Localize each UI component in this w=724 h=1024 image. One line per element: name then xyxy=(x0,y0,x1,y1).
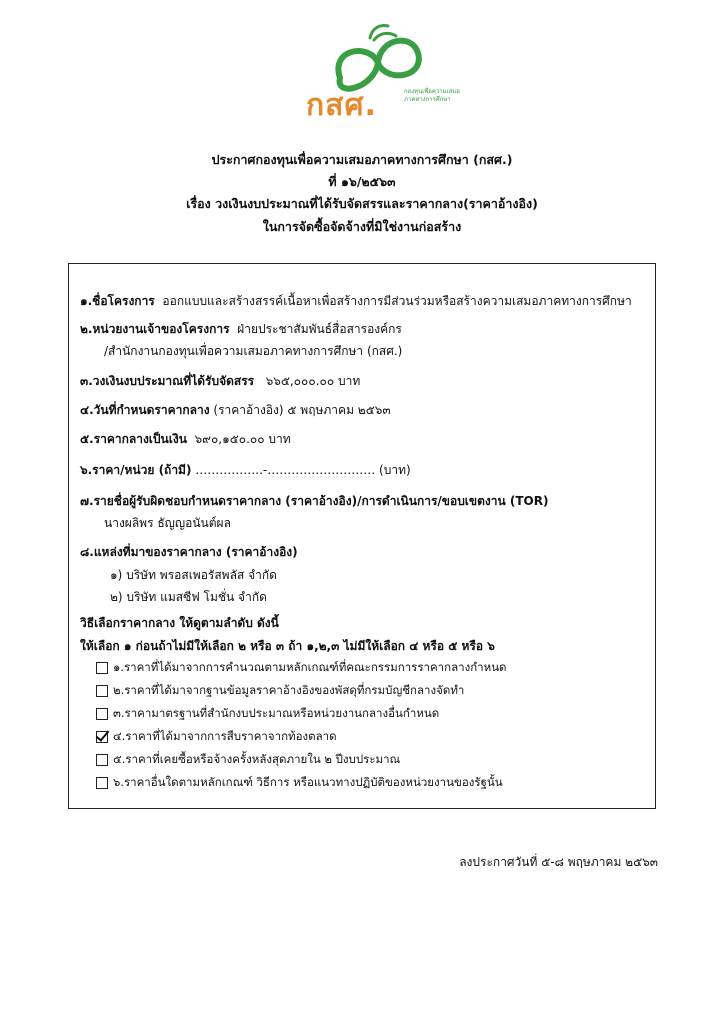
option-checkbox-5[interactable] xyxy=(96,754,108,766)
item-price-source xyxy=(80,543,298,562)
item-budget xyxy=(80,372,360,391)
option-checkbox-6[interactable] xyxy=(96,777,108,789)
option-checkbox-3[interactable] xyxy=(96,708,108,720)
item-value: ๖๙๐,๑๕๐.๐๐ บาท xyxy=(194,432,291,446)
price-source-1: ๑) บริษัท พรอสเพอรัสพลัส จำกัด xyxy=(110,568,277,582)
item-label: ๕.ราคากลางเป็นเงิน xyxy=(80,432,187,446)
option-label: ๔.ราคาที่ได้มาจากการสืบราคาจากท้องตลาด xyxy=(113,729,337,743)
logo-subtitle: กองทุนเพื่อความเสมอภาคทางการศึกษา xyxy=(404,88,460,103)
option-row xyxy=(96,659,507,677)
item-owner-unit xyxy=(80,320,402,339)
method-rule: ให้เลือก ๑ ก่อนถ้าไม่มีให้เลือก ๒ หรือ ๓ ถ้า ๑,๒,๓ ไม่มีให้เลือก ๔ หรือ ๕ หรือ ๖ xyxy=(80,639,495,653)
announcement-number: ที่ ๑๖/๒๕๖๓ xyxy=(328,174,396,189)
item-label: ๑.ชื่อโครงการ xyxy=(80,294,155,308)
option-checkbox-1[interactable] xyxy=(96,662,108,674)
option-row xyxy=(96,774,503,792)
option-label: ๒.ราคาที่ได้มาจากฐานข้อมูลราคาอ้างอิงของพัสดุที่กรมบัญชีกลางจัดทำ xyxy=(113,683,465,697)
item-label: ๘.แหล่งที่มาของราคากลาง (ราคาอ้างอิง) xyxy=(80,545,298,559)
item-label: ๓.วงเงินงบประมาณที่ได้รับจัดสรร xyxy=(80,374,255,388)
item-label: ๗.รายชื่อผู้รับผิดชอบกำหนดราคากลาง (ราคาอ้างอิง)/การดำเนินการ/ขอบเขตงาน (TOR) xyxy=(80,494,549,508)
option-row xyxy=(96,728,337,746)
responsible-person: นางผลิพร ธัญญอนันต์ผล xyxy=(104,516,231,530)
announcement-title: ประกาศกองทุนเพื่อความเสมอภาคทางการศึกษา (กสศ.) xyxy=(211,152,513,167)
announcement-subject: เรื่อง วงเงินงบประมาณที่ได้รับจัดสรรและราคากลาง(ราคาอ้างอิง) xyxy=(186,196,538,211)
option-label: ๑.ราคาที่ได้มาจากการคำนวณตามหลักเกณฑ์ที่คณะกรรมการราคากลางกำหนด xyxy=(113,660,507,674)
item-value: ฝ่ายประชาสัมพันธ์สื่อสารองค์กร xyxy=(237,322,402,336)
item-project-name xyxy=(80,292,632,311)
option-label: ๓.ราคามาตรฐานที่สำนักงบประมาณหรือหน่วยงานกลางอื่นกำหนด xyxy=(113,706,440,720)
option-label: ๕.ราคาที่เคยซื้อหรือจ้างครั้งหลังสุดภายใน ๒ ปีงบประมาณ xyxy=(113,752,401,766)
item-unit-price xyxy=(80,461,411,480)
option-checkbox-4[interactable] xyxy=(96,731,108,743)
item-value: ๖๖๕,๐๐๐.๐๐ บาท xyxy=(265,374,361,388)
item-value: ……………..-……………………… (บาท) xyxy=(195,463,411,477)
item-median-price xyxy=(80,430,291,449)
item-responsible xyxy=(80,492,548,511)
option-checkbox-2[interactable] xyxy=(96,685,108,697)
item-label: ๒.หน่วยงานเจ้าของโครงการ xyxy=(80,322,230,336)
method-title: วิธีเลือกราคากลาง ให้ดูตามลำดับ ดังนี้ xyxy=(80,616,279,630)
option-row xyxy=(96,705,439,723)
option-row xyxy=(96,682,464,700)
item-price-date xyxy=(80,401,391,420)
posting-date: ลงประกาศวันที่ ๕-๘ พฤษภาคม ๒๕๖๓ xyxy=(459,855,658,869)
item-value: (ราคาอ้างอิง) ๕ พฤษภาคม ๒๕๖๓ xyxy=(213,403,391,417)
option-row xyxy=(96,751,400,769)
announcement-subject-cont: ในการจัดซื้อจัดจ้างที่มิใช่งานก่อสร้าง xyxy=(262,219,462,234)
logo-text: กสศ. xyxy=(306,88,377,123)
item-label: ๖.ราคา/หน่วย (ถ้ามี) xyxy=(80,463,192,477)
item-label: ๔.วันที่กำหนดราคากลาง xyxy=(80,403,210,417)
price-source-2: ๒) บริษัท แมสซีฟ โมชั่น จำกัด xyxy=(110,590,267,604)
option-label: ๖.ราคาอื่นใดตามหลักเกณฑ์ วิธีการ หรือแนวทางปฏิบัติของหน่วยงานของรัฐนั้น xyxy=(113,775,503,789)
item-value: ออกแบบและสร้างสรรค์เนื้อหาเพื่อสร้างการมีส่วนร่วมหรือสร้างความเสมอภาคทางการศึกษา xyxy=(162,294,632,308)
item-owner-unit-cont: /สำนักงานกองทุนเพื่อความเสมอภาคทางการศึกษา (กสศ.) xyxy=(104,344,403,358)
